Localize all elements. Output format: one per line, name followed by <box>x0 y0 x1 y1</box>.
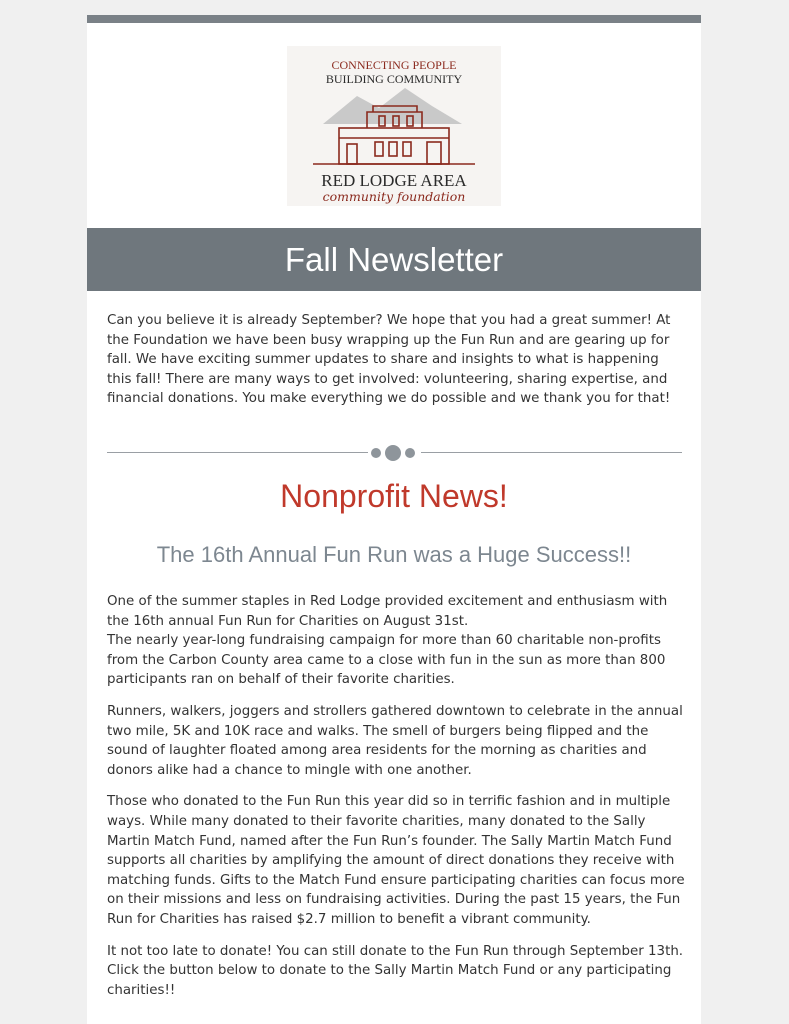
logo-tagline-1: CONNECTING PEOPLE <box>331 58 457 72</box>
divider-dot-large <box>385 445 401 461</box>
divider-dot-small <box>371 448 381 458</box>
article-body <box>107 592 685 1012</box>
article-paragraph: Those who donated to the Fun Run this year did so in terrific fashion and in multiple ways. While many donated to their favorite charities, many donated to the Sally Martin Match Fund, named after the Fun Run’s founder. The Sally Martin Match Fund supports all charities by amplifying the amount of direct donations they receive with matching funds. Gifts to the Match Fund ensure participating charities can focus more on their missions and less on fundraising activities. During the past 15 years, the Fun Run for Charities has raised $2.7 million to benefit a vibrant community. <box>107 794 685 927</box>
article-paragraph: One of the summer staples in Red Lodge provided excitement and enthusiasm with the 16th annual Fun Run for Charities on August 31st. The nearly year-long fundraising campaign for more than 60 charitable non-profits from the Carbon County area came to a close with fun in the sun as more than 800 participants ran on behalf of their favorite charities. <box>107 594 668 688</box>
article-title: The 16th Annual Fun Run was a Huge Success!! <box>156 542 632 567</box>
section-title: Nonprofit News! <box>280 478 508 514</box>
newsletter-title: Fall Newsletter <box>284 240 504 278</box>
header-band <box>87 228 701 291</box>
logo-tagline-2: BUILDING COMMUNITY <box>325 72 463 86</box>
logo-org-script: community foundation <box>322 189 466 204</box>
foundation-logo <box>287 46 501 206</box>
intro-section <box>107 311 681 409</box>
divider-dot-small <box>405 448 415 458</box>
newsletter-page <box>87 15 701 1024</box>
logo-org-name: RED LODGE AREA <box>321 171 467 190</box>
section-divider <box>107 444 682 462</box>
article-paragraph: Runners, walkers, joggers and strollers gathered downtown to celebrate in the annual two mile, 5K and 10K race and walks. The smell of burgers being flipped and the sound of laughter floated among area residents for the morning as charities and donors alike had a chance to mingle with one another. <box>107 703 683 778</box>
top-accent-bar <box>87 15 701 23</box>
divider-line-left <box>107 452 368 453</box>
article-paragraph: It not too late to donate! You can still donate to the Fun Run through September 13th. Click the button below to donate to the Sally Martin Match Fund or any participating charities!! <box>107 943 684 998</box>
intro-paragraph: Can you believe it is already September? We hope that you had a great summer! At the Foundation we have been busy wrapping up the Fun Run and are gearing up for fall. We have exciting summer updates to share and insights to what is happening this fall! There are many ways to get involved: volunteering, sharing expertise, and financial donations. You make everything we do possible and we thank you for that! <box>107 313 671 407</box>
divider-line-right <box>421 452 682 453</box>
